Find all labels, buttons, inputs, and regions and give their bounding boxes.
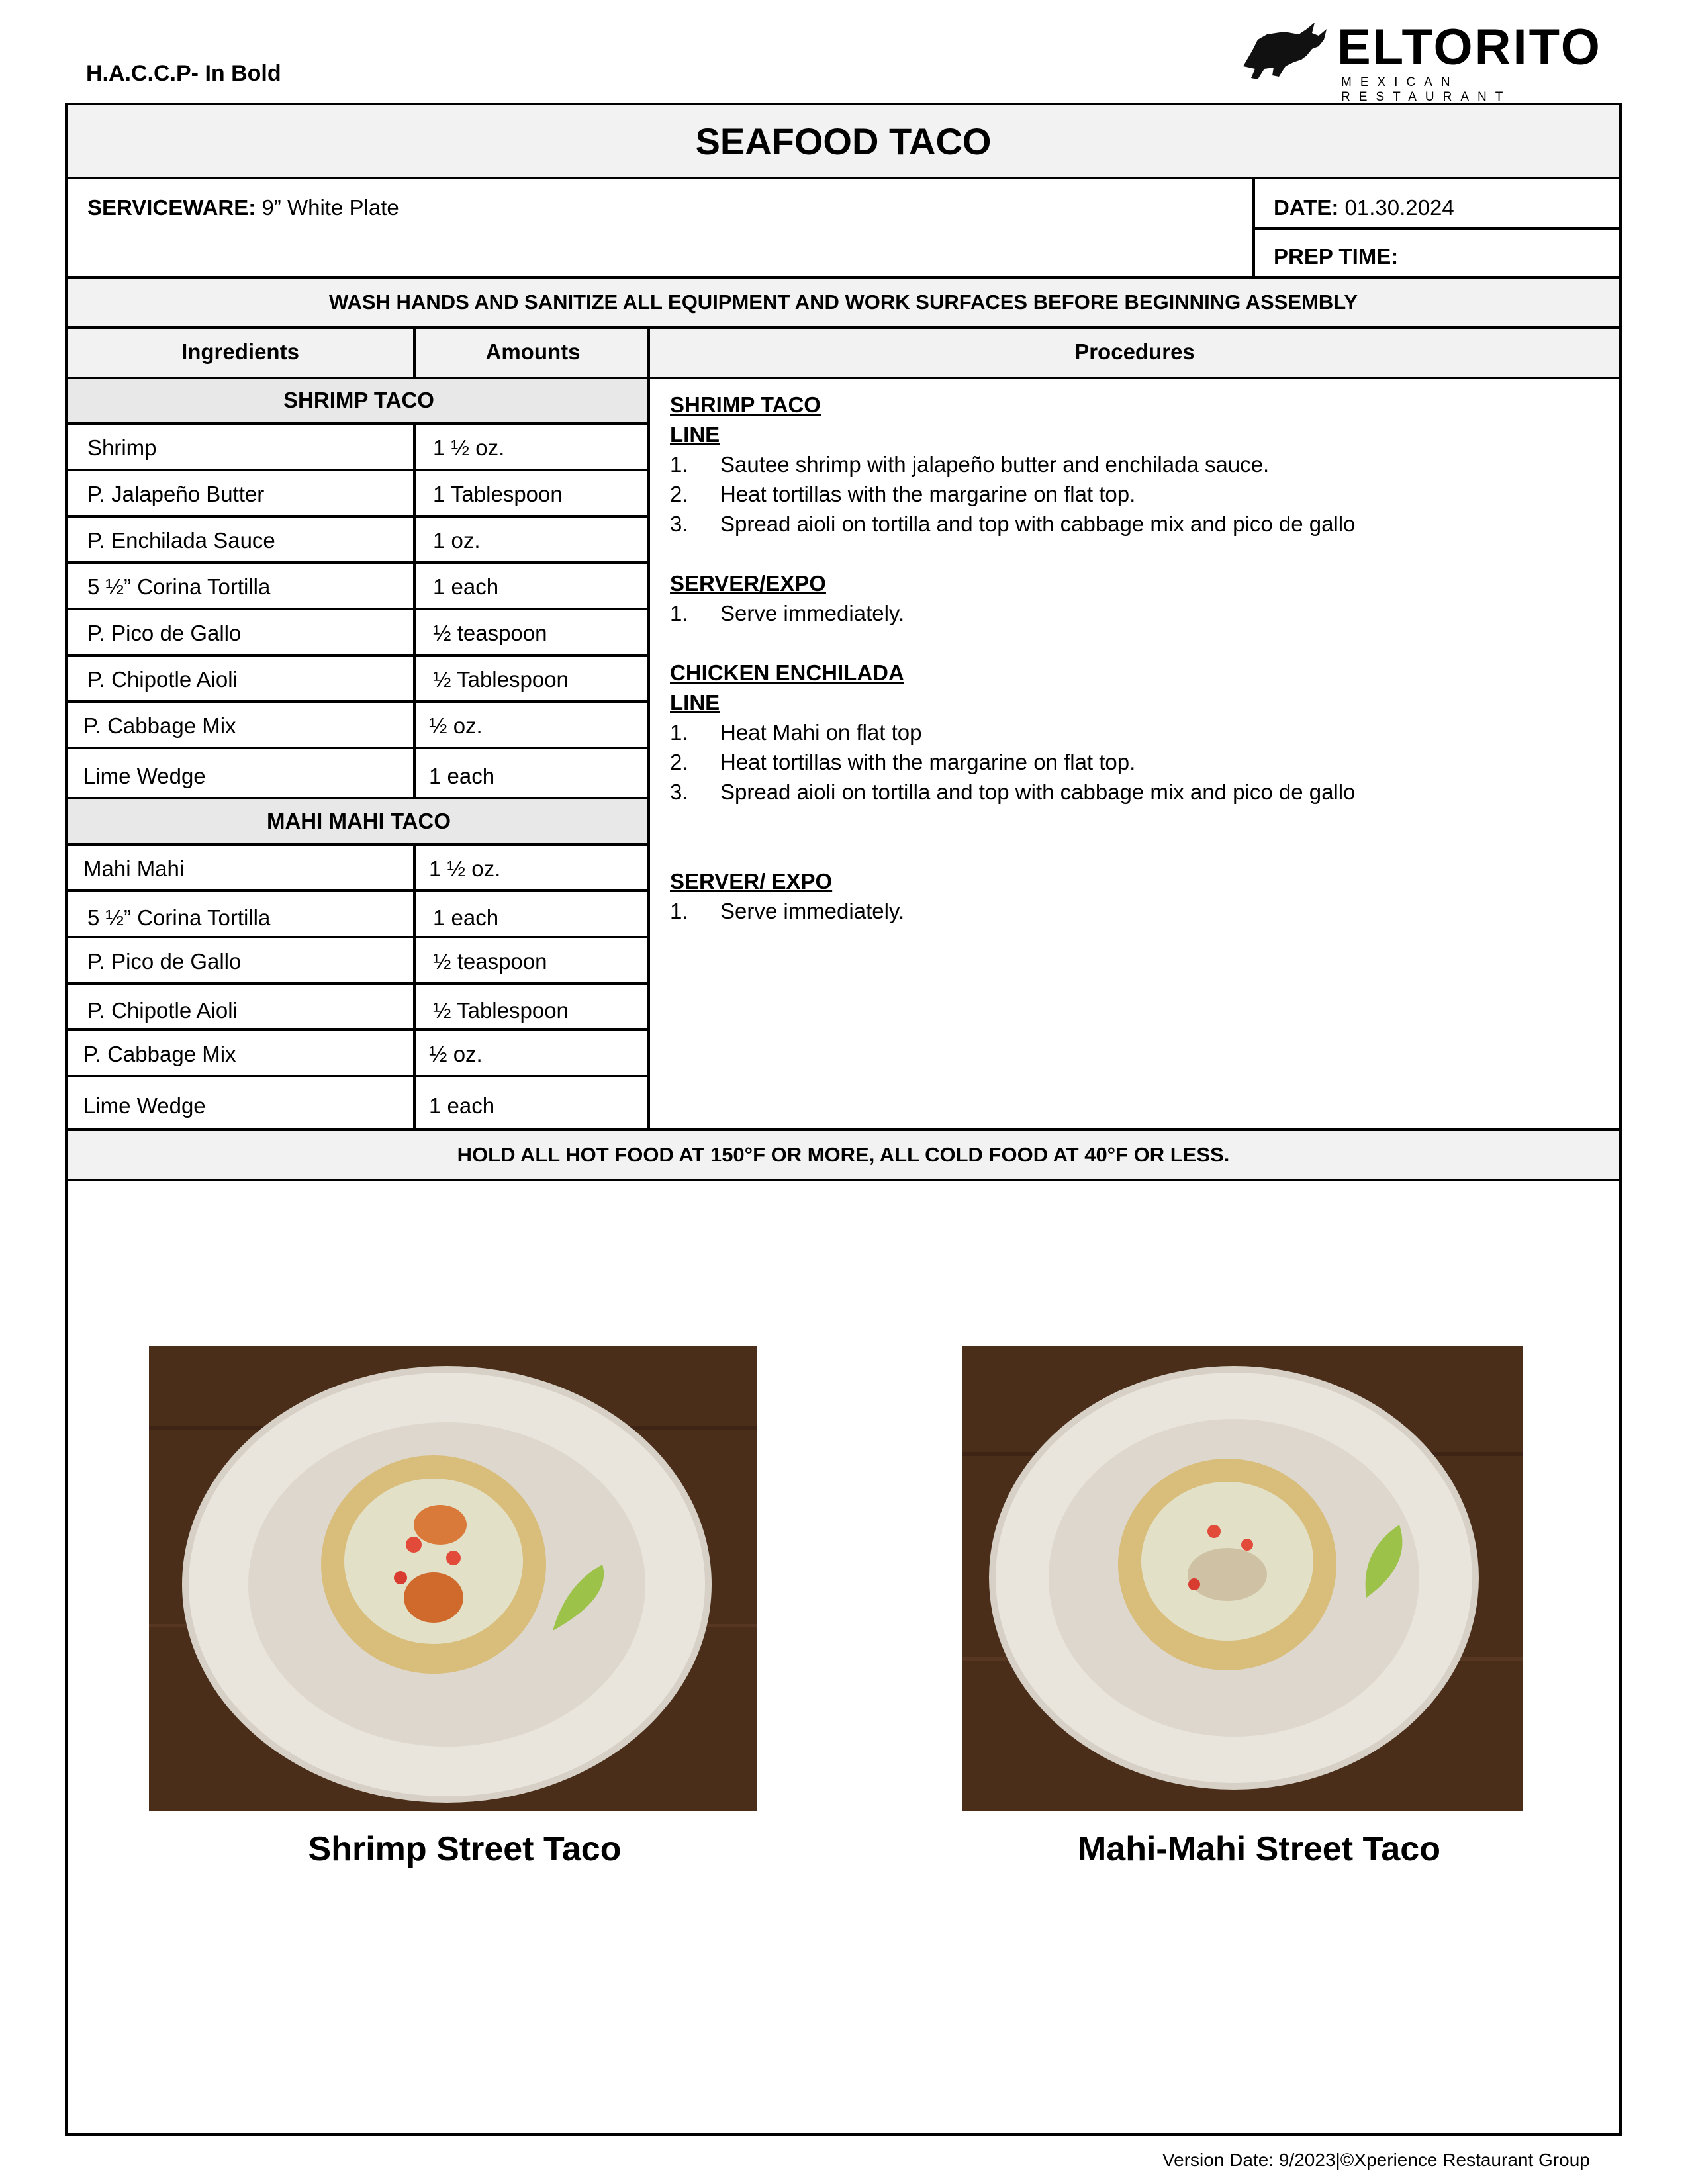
proc-step <box>670 598 1597 628</box>
proc-step-text: Heat tortillas with the margarine on flat top. <box>720 750 1136 774</box>
ingredient-row <box>68 518 650 564</box>
ingredient-name: P. Pico de Gallo <box>87 621 242 645</box>
date-label: DATE: <box>1274 195 1339 220</box>
procedures-panel <box>670 390 1597 926</box>
ingredient-amount: ½ teaspoon <box>433 949 547 974</box>
ingredient-row <box>68 749 650 799</box>
ingredient-amount: 1 each <box>433 574 499 599</box>
ingredient-name: Lime Wedge <box>83 1093 206 1118</box>
ingredient-row <box>68 425 650 471</box>
bull-icon <box>1238 20 1337 86</box>
proc-step-number: 3. <box>670 780 688 804</box>
ingredient-row <box>68 892 650 938</box>
proc-step <box>670 717 1597 747</box>
ingredient-amount: 1 each <box>429 764 495 788</box>
serviceware-label: SERVICEWARE: <box>87 195 256 220</box>
proc-step-number: 2. <box>670 482 688 506</box>
haccp-note: H.A.C.C.P- In Bold <box>86 61 281 86</box>
date-value: 01.30.2024 <box>1344 195 1454 220</box>
shrimp-photo-caption: Shrimp Street Taco <box>308 1830 622 1868</box>
ingredient-amount: ½ oz. <box>429 713 483 738</box>
ingredient-row <box>68 1031 650 1077</box>
logo-wordmark: ELTORITO <box>1337 19 1602 75</box>
ingredient-row <box>68 846 650 892</box>
proc-subheading-line: LINE <box>670 422 720 447</box>
date-field <box>1274 195 1454 220</box>
hold-notice: HOLD ALL HOT FOOD AT 150°F OR MORE, ALL COLD FOOD AT 40°F OR LESS. <box>68 1131 1619 1179</box>
proc-step-text: Sautee shrimp with jalapeño butter and enchilada sauce. <box>720 452 1270 477</box>
ingredient-amount: ½ oz. <box>429 1042 483 1066</box>
proc-step <box>670 896 1597 926</box>
section-header-shrimp: SHRIMP TACO <box>68 379 650 425</box>
ingredient-amount: 1 each <box>433 905 499 930</box>
ingredient-name: P. Chipotle Aioli <box>87 667 238 692</box>
section-header-mahi: MAHI MAHI TACO <box>68 799 650 846</box>
ingredient-row <box>68 471 650 518</box>
proc-heading-second: CHICKEN ENCHILADA <box>670 660 904 685</box>
prep-time-field <box>1274 244 1398 269</box>
proc-step-text: Serve immediately. <box>720 899 905 923</box>
ingredient-amount: 1 ½ oz. <box>429 856 501 881</box>
proc-subheading-line: LINE <box>670 690 720 715</box>
procedures-header: Procedures <box>1074 340 1195 364</box>
recipe-title: SEAFOOD TACO <box>68 105 1619 177</box>
proc-step-number: 1. <box>670 720 688 745</box>
mahi-taco-photo <box>962 1346 1523 1811</box>
proc-heading-shrimp: SHRIMP TACO <box>670 392 821 417</box>
ingredient-name: Lime Wedge <box>83 764 206 788</box>
proc-step-text: Spread aioli on tortilla and top with cabbage mix and pico de gallo <box>720 780 1356 804</box>
recipe-meta <box>68 179 1619 276</box>
proc-step <box>670 449 1597 479</box>
mahi-photo-caption: Mahi-Mahi Street Taco <box>1077 1830 1440 1868</box>
wash-notice: WASH HANDS AND SANITIZE ALL EQUIPMENT AND WORK SURFACES BEFORE BEGINNING ASSEMBLY <box>68 279 1619 326</box>
ingredient-name: P. Enchilada Sauce <box>87 528 275 553</box>
column-headers <box>68 329 1619 377</box>
proc-step <box>670 509 1597 539</box>
shrimp-taco-photo <box>149 1346 757 1811</box>
ingredients-header: Ingredients <box>181 340 299 364</box>
proc-step <box>670 479 1597 509</box>
ingredient-name: P. Chipotle Aioli <box>87 998 238 1023</box>
ingredient-name: Mahi Mahi <box>83 856 185 881</box>
proc-step-text: Serve immediately. <box>720 601 905 625</box>
proc-subheading-server: SERVER/ EXPO <box>670 869 833 893</box>
serviceware-field <box>87 195 399 220</box>
ingredient-amount: ½ Tablespoon <box>433 998 569 1023</box>
ingredient-amount: ½ teaspoon <box>433 621 547 645</box>
ingredient-amount: 1 oz. <box>433 528 481 553</box>
ingredient-name: P. Jalapeño Butter <box>87 482 265 506</box>
proc-step-number: 2. <box>670 750 688 774</box>
ingredient-name: 5 ½” Corina Tortilla <box>87 905 271 930</box>
ingredient-row <box>68 985 650 1031</box>
ingredient-name: P. Pico de Gallo <box>87 949 242 974</box>
proc-step-text: Heat tortillas with the margarine on flat top. <box>720 482 1136 506</box>
ingredient-row <box>68 1077 650 1128</box>
proc-step <box>670 777 1597 807</box>
proc-subheading-server: SERVER/EXPO <box>670 571 826 596</box>
amounts-header: Amounts <box>485 340 581 364</box>
ingredient-amount: 1 ½ oz. <box>433 435 505 460</box>
ingredient-row <box>68 657 650 703</box>
prep-time-label: PREP TIME: <box>1274 244 1399 269</box>
ingredient-amount: 1 each <box>429 1093 495 1118</box>
serviceware-value: 9” White Plate <box>261 195 399 220</box>
el-torito-logo <box>1238 19 1628 104</box>
ingredient-row <box>68 610 650 657</box>
version-footer: Version Date: 9/2023|©Xperience Restaurant Group <box>1162 2150 1590 2170</box>
proc-step-text: Spread aioli on tortilla and top with cabbage mix and pico de gallo <box>720 512 1356 536</box>
recipe-card <box>65 103 1622 2136</box>
proc-step-text: Heat Mahi on flat top <box>720 720 922 745</box>
ingredient-name: P. Cabbage Mix <box>83 713 236 738</box>
proc-step-number: 3. <box>670 512 688 536</box>
proc-step-number: 1. <box>670 601 688 625</box>
ingredient-name: 5 ½” Corina Tortilla <box>87 574 271 599</box>
proc-step-number: 1. <box>670 899 688 923</box>
ingredient-row <box>68 938 650 985</box>
ingredient-amount: ½ Tablespoon <box>433 667 569 692</box>
proc-step <box>670 747 1597 777</box>
ingredient-row <box>68 564 650 610</box>
ingredient-name: P. Cabbage Mix <box>83 1042 236 1066</box>
logo-tagline: MEXICAN RESTAURANT <box>1341 75 1512 104</box>
proc-step-number: 1. <box>670 452 688 477</box>
ingredient-row <box>68 703 650 749</box>
ingredient-name: Shrimp <box>87 435 157 460</box>
ingredient-amount: 1 Tablespoon <box>433 482 563 506</box>
